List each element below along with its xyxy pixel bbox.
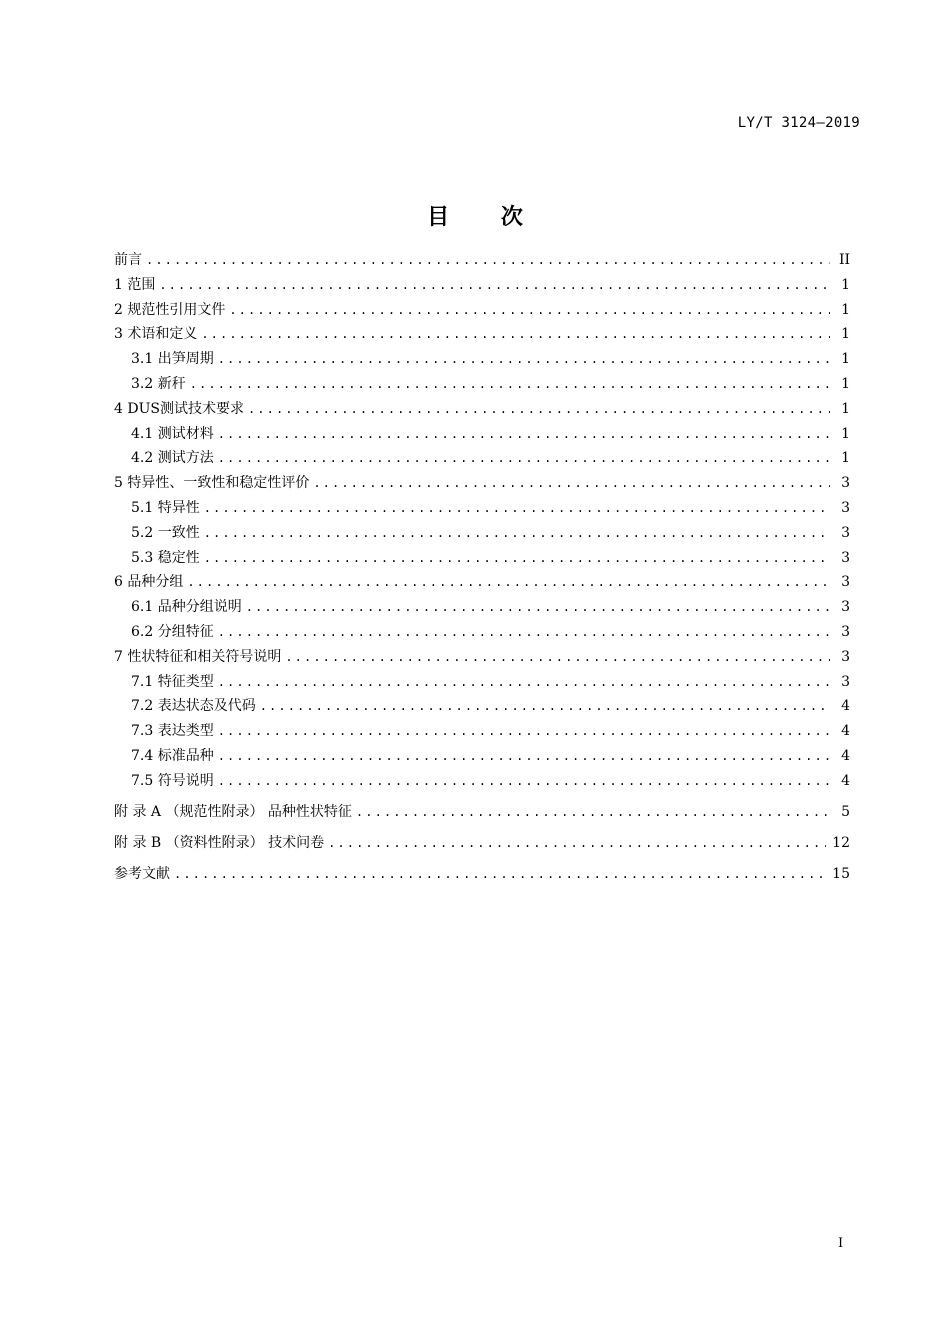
toc-dot-leader xyxy=(218,422,830,447)
toc-dot-leader xyxy=(204,521,830,546)
toc-dot-leader xyxy=(204,546,830,571)
toc-entry[interactable] xyxy=(114,273,850,298)
toc-entry-title: 7.3 表达类型 xyxy=(131,723,214,740)
toc-entry[interactable] xyxy=(114,546,850,571)
toc-entry[interactable] xyxy=(114,322,850,347)
toc-entry-title: 7.2 表达状态及代码 xyxy=(131,698,256,715)
toc-dot-leader xyxy=(218,347,830,372)
toc-dot-leader xyxy=(218,769,830,794)
toc-entry-page: 1 xyxy=(841,351,850,368)
toc-dot-leader xyxy=(174,859,826,890)
toc-entry-title: 参考文献 xyxy=(114,865,170,882)
toc-entry-title: 附 录 A （规范性附录） 品种性状特征 xyxy=(114,803,352,820)
toc-entry-page: 1 xyxy=(841,400,850,417)
toc-entry-page: 4 xyxy=(841,747,850,764)
toc-dot-leader xyxy=(328,828,826,859)
page-number: I xyxy=(838,1236,844,1251)
toc-entry[interactable] xyxy=(114,719,850,744)
toc-entry-page: 1 xyxy=(841,301,850,318)
table-of-contents xyxy=(114,248,850,890)
toc-entry-page: 3 xyxy=(841,648,850,665)
toc-entry-title: 5.1 特异性 xyxy=(131,499,200,516)
toc-entry-page: 4 xyxy=(841,772,850,789)
toc-entry-title: 4 DUS测试技术要求 xyxy=(114,400,244,417)
toc-dot-leader xyxy=(218,744,830,769)
toc-dot-leader xyxy=(201,322,830,347)
toc-entry[interactable] xyxy=(114,620,850,645)
toc-dot-leader xyxy=(218,446,830,471)
toc-entry-title: 3.1 出笋周期 xyxy=(131,351,214,368)
toc-entry[interactable] xyxy=(114,248,850,273)
toc-entry[interactable] xyxy=(114,570,850,595)
toc-entry-title: 7.4 标准品种 xyxy=(131,747,214,764)
toc-dot-leader xyxy=(356,797,830,828)
toc-dot-leader xyxy=(218,719,830,744)
toc-entry-page: 3 xyxy=(841,499,850,516)
toc-entry-title: 3 术语和定义 xyxy=(114,326,198,343)
toc-entry[interactable] xyxy=(114,521,850,546)
toc-entry-page: 4 xyxy=(841,698,850,715)
toc-entry[interactable] xyxy=(114,859,850,890)
toc-entry-title: 3.2 新秆 xyxy=(131,375,186,392)
toc-dot-leader xyxy=(190,372,830,397)
toc-dot-leader xyxy=(159,273,830,298)
toc-entry-title: 7.1 特征类型 xyxy=(131,673,214,690)
toc-entry-page: 3 xyxy=(841,599,850,616)
toc-entry-title: 6 品种分组 xyxy=(114,574,184,591)
toc-entry-title: 5 特异性、一致性和稳定性评价 xyxy=(114,475,310,492)
toc-entry[interactable] xyxy=(114,645,850,670)
toc-entry-page: 3 xyxy=(841,549,850,566)
toc-entry[interactable] xyxy=(114,372,850,397)
toc-dot-leader xyxy=(204,496,830,521)
toc-dot-leader xyxy=(218,670,830,695)
toc-entry[interactable] xyxy=(114,496,850,521)
toc-dot-leader xyxy=(187,570,830,595)
toc-entry-page: 1 xyxy=(841,450,850,467)
toc-entry-page: 3 xyxy=(841,475,850,492)
toc-entry-title: 5.2 一致性 xyxy=(131,524,200,541)
toc-entry-title: 6.2 分组特征 xyxy=(131,623,214,640)
toc-entry[interactable] xyxy=(114,694,850,719)
toc-entry-page: 1 xyxy=(841,375,850,392)
toc-entry-page: 1 xyxy=(841,326,850,343)
toc-entry-page: 1 xyxy=(841,425,850,442)
toc-entry[interactable] xyxy=(114,446,850,471)
toc-entry-title: 4.2 测试方法 xyxy=(131,450,214,467)
toc-entry[interactable] xyxy=(114,797,850,828)
toc-entry-title: 7 性状特征和相关符号说明 xyxy=(114,648,282,665)
toc-dot-leader xyxy=(313,471,830,496)
toc-dot-leader xyxy=(218,620,830,645)
toc-entry-title: 4.1 测试材料 xyxy=(131,425,214,442)
toc-entry-page: 5 xyxy=(841,803,850,820)
toc-entry-page: II xyxy=(838,252,850,268)
toc-entry-page: 4 xyxy=(841,723,850,740)
toc-entry[interactable] xyxy=(114,471,850,496)
toc-entry[interactable] xyxy=(114,670,850,695)
toc-entry[interactable] xyxy=(114,422,850,447)
toc-entry-title: 7.5 符号说明 xyxy=(131,772,214,789)
toc-entry[interactable] xyxy=(114,769,850,794)
standard-code: LY/T 3124—2019 xyxy=(737,115,860,131)
toc-dot-leader xyxy=(229,298,830,323)
toc-entry-page: 3 xyxy=(841,524,850,541)
toc-entry-title: 5.3 稳定性 xyxy=(131,549,200,566)
toc-dot-leader xyxy=(146,248,830,273)
toc-entry-page: 3 xyxy=(841,574,850,591)
toc-entry-page: 15 xyxy=(832,865,850,882)
toc-dot-leader xyxy=(285,645,830,670)
toc-entry-page: 3 xyxy=(841,623,850,640)
toc-entry-page: 3 xyxy=(841,673,850,690)
toc-entry[interactable] xyxy=(114,397,850,422)
toc-entry-title: 2 规范性引用文件 xyxy=(114,301,226,318)
toc-entry-title: 前言 xyxy=(114,252,142,268)
page-title: 目 次 xyxy=(427,205,545,230)
toc-entry[interactable] xyxy=(114,828,850,859)
toc-dot-leader xyxy=(246,595,830,620)
toc-dot-leader xyxy=(260,694,830,719)
toc-entry[interactable] xyxy=(114,347,850,372)
toc-entry-title: 附 录 B （资料性附录） 技术问卷 xyxy=(114,834,325,851)
toc-entry-title: 6.1 品种分组说明 xyxy=(131,599,242,616)
toc-dot-leader xyxy=(248,397,830,422)
toc-entry-title: 1 范围 xyxy=(114,276,156,293)
toc-entry[interactable] xyxy=(114,744,850,769)
toc-entry-page: 12 xyxy=(832,834,850,851)
toc-entry[interactable] xyxy=(114,595,850,620)
toc-entry[interactable] xyxy=(114,298,850,323)
toc-entry-page: 1 xyxy=(841,276,850,293)
